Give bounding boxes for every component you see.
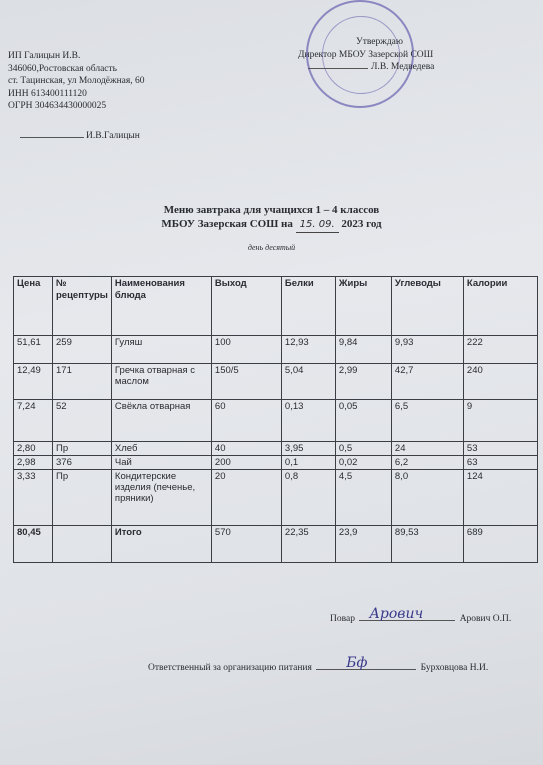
column-header: Наименования блюда (111, 277, 211, 336)
column-header: Калории (463, 277, 537, 336)
table-row (14, 336, 538, 364)
cell: Гуляш (111, 336, 211, 364)
cell: 0,13 (281, 400, 335, 442)
cell: Гречка отварная с маслом (111, 364, 211, 400)
menu-subtitle (0, 217, 543, 233)
cell: 40 (211, 442, 281, 456)
cell: 6,5 (391, 400, 463, 442)
menu-date: 15. 09. (296, 218, 339, 233)
cell: 22,35 (281, 526, 335, 563)
cell: 376 (53, 456, 112, 470)
cell: 150/5 (211, 364, 281, 400)
cell: 9 (463, 400, 537, 442)
responsible-name: Бурховцова Н.И. (420, 663, 489, 673)
cell: 6,2 (391, 456, 463, 470)
vendor-signature-name: И.В.Галицын (86, 131, 140, 141)
cell: 9,84 (335, 336, 391, 364)
cell: 51,61 (14, 336, 53, 364)
total-row (14, 526, 538, 563)
vendor-line: ст. Тацинская, ул Молодёжная, 60 (8, 76, 145, 86)
cell: 0,05 (335, 400, 391, 442)
cell: Хлеб (111, 442, 211, 456)
menu-title: Меню завтрака для учащихся 1 – 4 классов (163, 204, 380, 216)
cell: Чай (111, 456, 211, 470)
cell: 20 (211, 470, 281, 526)
cell: 0,5 (335, 442, 391, 456)
cell: 12,93 (281, 336, 335, 364)
cell: 171 (53, 364, 112, 400)
approval-block (298, 36, 434, 74)
table-row (14, 456, 538, 470)
table-row (14, 400, 538, 442)
cell: 80,45 (14, 526, 53, 563)
cell: 63 (463, 456, 537, 470)
cell: 3,33 (14, 470, 53, 526)
cell: 8,0 (391, 470, 463, 526)
cell: 100 (211, 336, 281, 364)
cell: 2,80 (14, 442, 53, 456)
cook-name: Арович О.П. (459, 614, 512, 624)
day-label: день десятый (247, 243, 296, 252)
approval-title: Утверждаю (356, 37, 403, 47)
cell: 52 (53, 400, 112, 442)
cell: 240 (463, 364, 537, 400)
subtitle-prefix: МБОУ Зазерская СОШ на (161, 218, 293, 230)
cell: 12,49 (14, 364, 53, 400)
cell: 5,04 (281, 364, 335, 400)
cell: 124 (463, 470, 537, 526)
table-header-row (14, 277, 538, 336)
cell (53, 526, 112, 563)
responsible-handwritten-signature: Бф (346, 655, 368, 671)
responsible-signature (148, 655, 489, 673)
vendor-line: 346060,Ростовская область (8, 63, 117, 74)
cell: 89,53 (391, 526, 463, 563)
vendor-line: ИП Галицын И.В. (8, 51, 81, 61)
column-header: № рецептуры (53, 277, 112, 336)
cell: 259 (53, 336, 112, 364)
cell: Пр (53, 470, 112, 526)
cell: 0,1 (281, 456, 335, 470)
cell: 9,93 (391, 336, 463, 364)
approval-name: Л.В. Медведева (371, 62, 435, 72)
cook-handwritten-signature: Арович (369, 606, 424, 622)
cook-signature (330, 606, 512, 624)
column-header: Жиры (335, 277, 391, 336)
cell: 689 (463, 526, 537, 563)
cell: 23,9 (335, 526, 391, 563)
cell: 570 (211, 526, 281, 563)
subtitle-suffix: 2023 год (341, 218, 382, 230)
cell: Пр (53, 442, 112, 456)
approval-position: Директор МБОУ Зазерской СОШ (298, 49, 434, 60)
table-row (14, 442, 538, 456)
table-row (14, 470, 538, 526)
menu-table (13, 276, 538, 563)
cell: 4,5 (335, 470, 391, 526)
cell: 7,24 (14, 400, 53, 442)
cell: 222 (463, 336, 537, 364)
cell: 42,7 (391, 364, 463, 400)
table-row (14, 364, 538, 400)
cell: 53 (463, 442, 537, 456)
cell: 0,8 (281, 470, 335, 526)
cook-label: Повар (330, 614, 355, 624)
column-header: Белки (281, 277, 335, 336)
vendor-line: ОГРН 304634430000025 (8, 101, 107, 111)
cell: Кондитерские изделия (печенье, пряники) (111, 470, 211, 526)
responsible-label: Ответственный за организацию питания (148, 663, 312, 673)
vendor-block (8, 50, 145, 113)
vendor-line: ИНН 613400111120 (8, 88, 87, 99)
column-header: Цена (14, 277, 53, 336)
cell: 60 (211, 400, 281, 442)
cell: 24 (391, 442, 463, 456)
vendor-signature (20, 131, 140, 141)
cell: 2,99 (335, 364, 391, 400)
total-label: Итого (111, 526, 211, 563)
cell: 200 (211, 456, 281, 470)
cell: 2,98 (14, 456, 53, 470)
cell: 0,02 (335, 456, 391, 470)
cell: 3,95 (281, 442, 335, 456)
column-header: Углеводы (391, 277, 463, 336)
cell: Свёкла отварная (111, 400, 211, 442)
column-header: Выход (211, 277, 281, 336)
